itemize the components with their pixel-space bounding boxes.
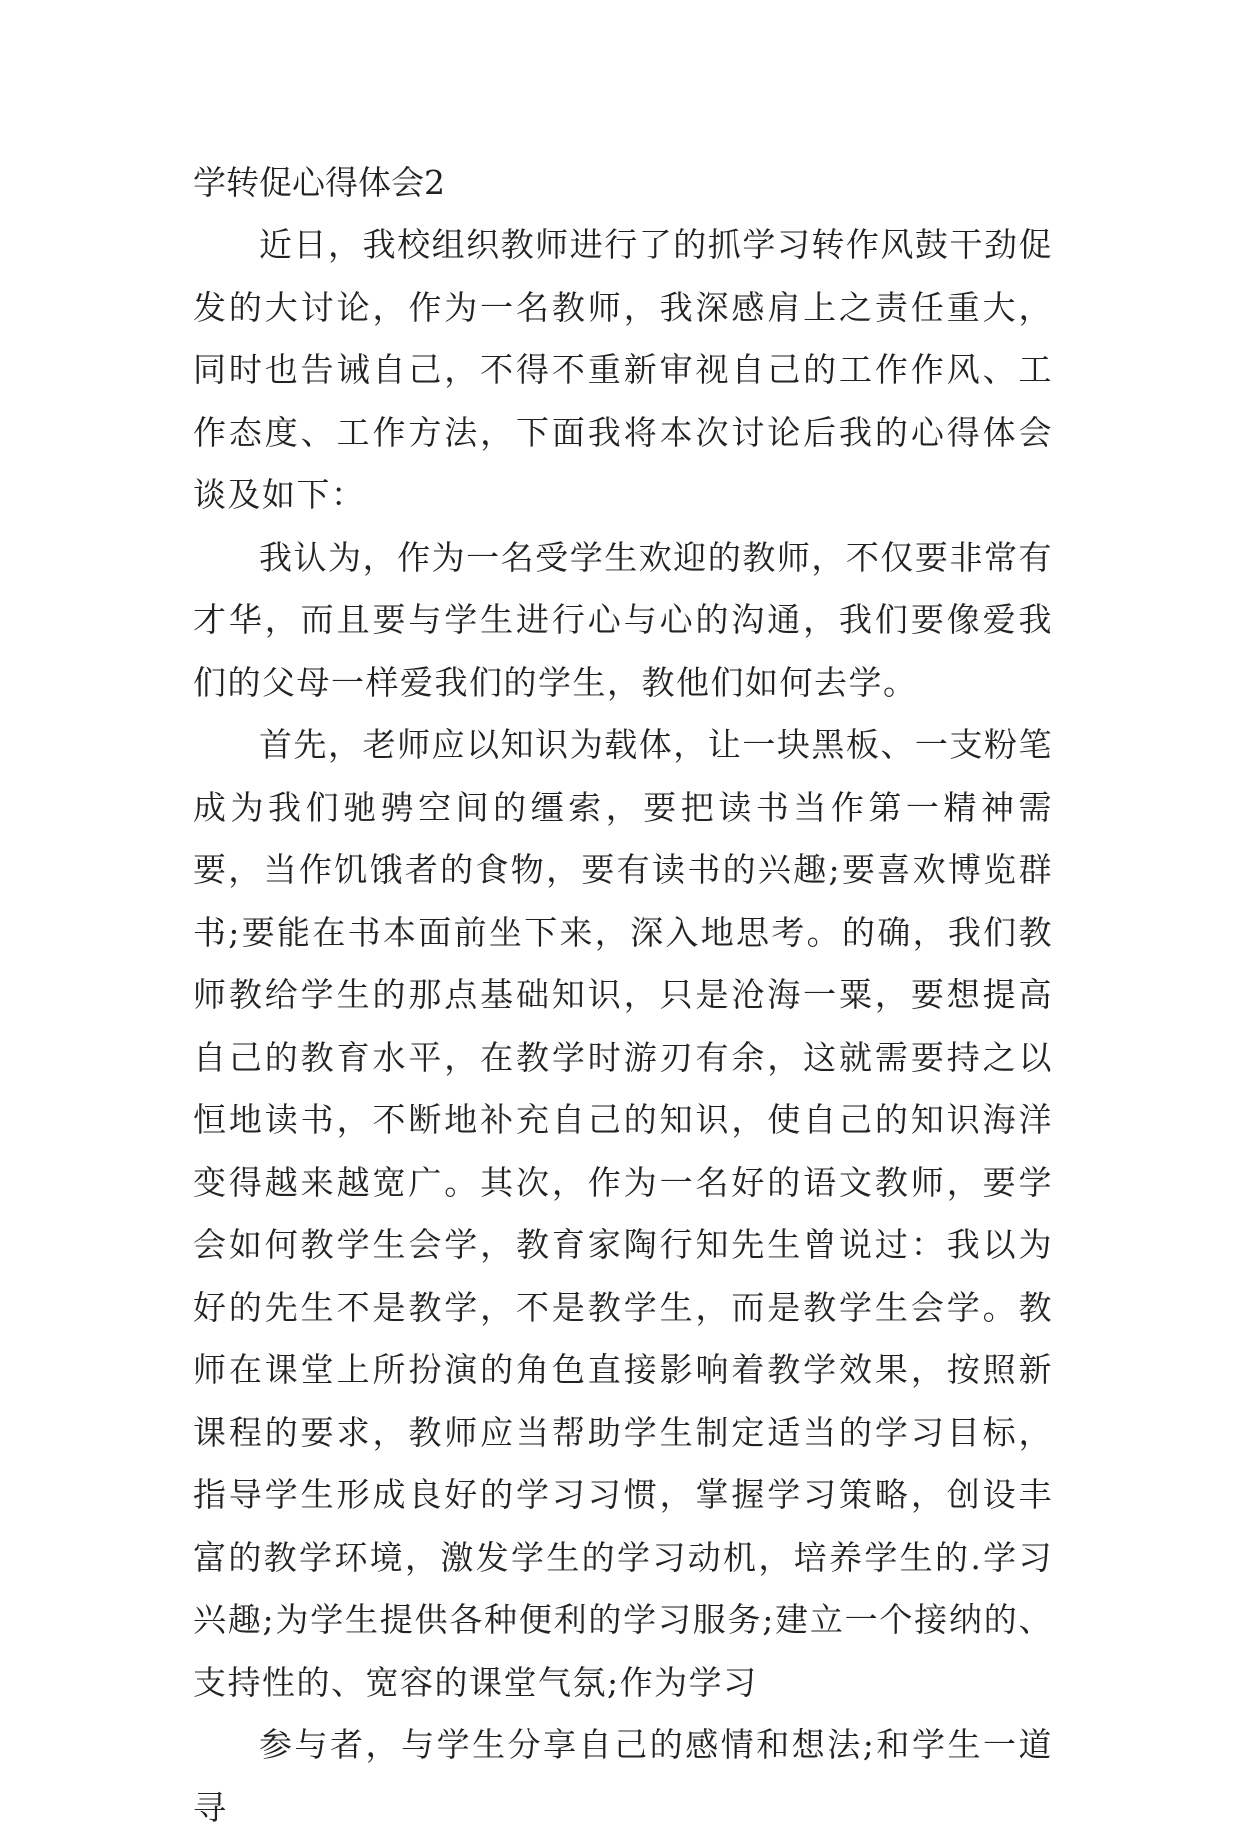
document-body (193, 152, 1053, 1839)
paragraph-2: 我认为，作为一名受学生欢迎的教师，不仅要非常有才华，而且要与学生进行心与心的沟通，我们要像爱我们的父母一样爱我们的学生，教他们如何去学。 (193, 537, 1053, 702)
document-title: 学转促心得体会2 (193, 163, 445, 202)
paragraph-1: 近日，我校组织教师进行了的抓学习转作风鼓干劲促发的大讨论，作为一名教师，我深感肩上之责任重大，同时也告诫自己，不得不重新审视自己的工作作风、工作态度、工作方法，下面我将本次讨论后我的心得体会谈及如下： (193, 225, 1053, 514)
paragraph-4: 参与者，与学生分享自己的感情和想法;和学生一道寻 (193, 1725, 1053, 1827)
paragraph-3: 首先，老师应以知识为载体，让一块黑板、一支粉笔成为我们驰骋空间的缰索，要把读书当作第一精神需要，当作饥饿者的食物，要有读书的兴趣;要喜欢博览群书;要能在书本面前坐下来，深入地思考。的确，我们教师教给学生的那点基础知识，只是沧海一粟，要想提高自己的教育水平，在教学时游刃有余，这就需要持之以恒地读书，不断地补充自己的知识，使自己的知识海洋变得越来越宽广。其次，作为一名好的语文教师，要学会如何教学生会学，教育家陶行知先生曾说过：我以为好的先生不是教学，不是教学生，而是教学生会学。教师在课堂上所扮演的角色直接影响着教学效果，按照新课程的要求，教师应当帮助学生制定适当的学习目标，指导学生形成良好的学习习惯，掌握学习策略，创设丰富的教学环境，激发学生的学习动机，培养学生的.学习兴趣;为学生提供各种便利的学习服务;建立一个接纳的、支持性的、宽容的课堂气氛;作为学习 (193, 725, 1053, 1702)
